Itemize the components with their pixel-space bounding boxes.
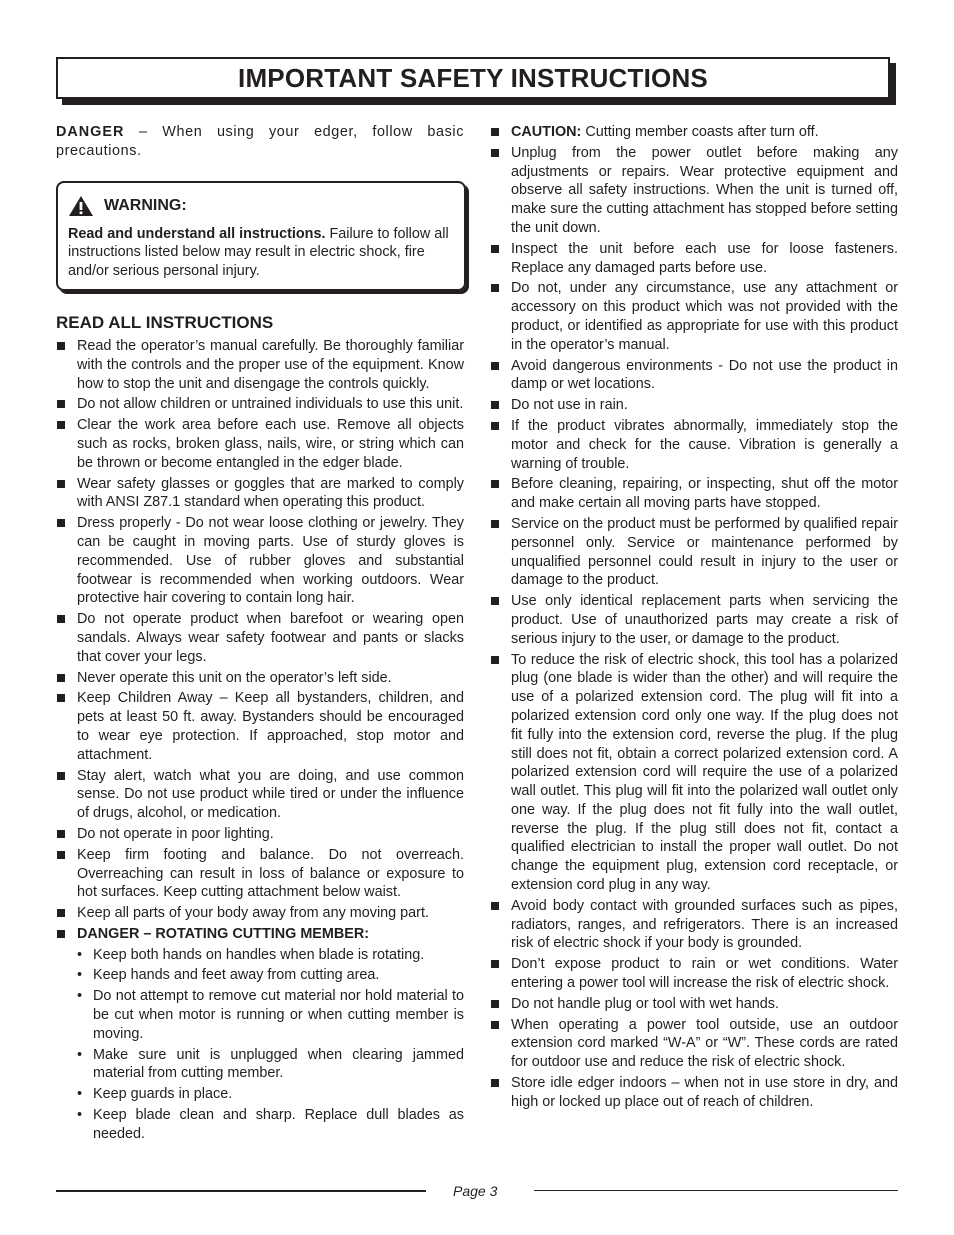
sub-list-item: • Do not attempt to remove cut material nor hold material to be cut when motor is running or when cutting member is moving.	[56, 987, 464, 1043]
list-item: Stay alert, watch what you are doing, and use common sense. Do not use product while tired or under the influence of drugs, alcohol, or medication.	[56, 767, 464, 823]
sub-list-item: • Make sure unit is unplugged when clearing jammed material from cutting member.	[56, 1046, 464, 1084]
right-column	[490, 123, 898, 1114]
list-item: To reduce the risk of electric shock, this tool has a polarized plug (one blade is wider than the other) and will require the use of a polarized extension cord. The plug will fit into a polarized extension cord only one way. If the plug does not fit fully into the extension cord, reverse the plug. If the plug still does not fit, obtain a correct polarized extension cord. A polarized extension cord will require the use of a polarized wall outlet. This plug will fit into the polarized wall outlet only one way. If the plug does not fit fully into the wall outlet, reverse the plug. If the plug still does not fit, contact a qualified electrician to install the proper wall outlet. Do not change the equipment plug, extension cord receptacle, or extension cord plug in any way.	[490, 651, 898, 895]
list-item: Before cleaning, repairing, or inspecting, shut off the motor and make certain all moving parts have stopped.	[490, 475, 898, 513]
warning-lead: Read and understand all instructions.	[68, 225, 326, 242]
warning-triangle-icon	[68, 195, 94, 217]
list-item: Do not, under any circumstance, use any attachment or accessory on this product which was not provided with the product, or identified as appropriate for use with this product in the operator’s manual.	[490, 279, 898, 354]
warning-title: WARNING:	[104, 196, 187, 214]
list-item: Wear safety glasses or goggles that are marked to comply with ANSI Z87.1 standard when operating this product.	[56, 475, 464, 513]
list-item: Read the operator’s manual carefully. Be thoroughly familiar with the controls and the proper use of the equipment. Know how to stop the unit and disengage the controls quickly.	[56, 337, 464, 393]
sub-list-item: • Keep both hands on handles when blade is rotating.	[56, 946, 464, 965]
list-item: Store idle edger indoors – when not in use store in dry, and high or locked up place out of reach of children.	[490, 1074, 898, 1112]
list-item: When operating a power tool outside, use an outdoor extension cord marked “W-A” or “W”. These cords are rated for outdoor use and reduce the risk of electric shock.	[490, 1016, 898, 1072]
sub-list-item: • Keep blade clean and sharp. Replace dull blades as needed.	[56, 1106, 464, 1144]
list-item: Do not operate in poor lighting.	[56, 825, 464, 844]
caution-item	[490, 123, 898, 142]
rotating-sublist	[56, 946, 464, 1144]
list-item: Do not use in rain.	[490, 396, 898, 415]
warning-header	[68, 195, 454, 217]
list-item: Do not allow children or untrained individuals to use this unit.	[56, 395, 464, 414]
list-item: Dress properly - Do not wear loose clothing or jewelry. They can be caught in moving parts. Use of sturdy gloves is recommended. Use of rubber gloves and substantial footwear is recommended when working outdoors. Wear protective hair covering to contain long hair.	[56, 514, 464, 608]
danger-text: – When using your edger, follow basic precautions.	[56, 124, 464, 159]
list-item: Don’t expose product to rain or wet conditions. Water entering a power tool will increase the risk of electric shock.	[490, 955, 898, 993]
section-title: READ ALL INSTRUCTIONS	[56, 312, 274, 332]
list-item: Avoid body contact with grounded surfaces such as pipes, radiators, ranges, and refrigerators. There is an increased risk of electric shock if your body is grounded.	[490, 897, 898, 953]
footer-rule-right	[534, 1190, 898, 1191]
rotating-danger-item: DANGER – ROTATING CUTTING MEMBER:	[56, 925, 464, 944]
list-item: Keep Children Away – Keep all bystanders, children, and pets at least 50 ft. away. Bystanders should be encouraged to wear eye protection. If approached, stop motor and attachment.	[56, 689, 464, 764]
list-item: Keep all parts of your body away from any moving part.	[56, 904, 464, 923]
list-item: Avoid dangerous environments - Do not use the product in damp or wet locations.	[490, 357, 898, 395]
title-box	[56, 57, 890, 99]
list-item: Unplug from the power outlet before making any adjustments or repairs. Wear protective equipment and observe all safety instructions. When the unit is turned off, make sure the cutting attachment has stopped before setting the unit down.	[490, 144, 898, 238]
page-title-banner	[56, 57, 890, 99]
danger-intro	[56, 123, 464, 161]
list-item: Use only identical replacement parts when servicing the product. Use of unauthorized parts may create a risk of serious injury to the user, or damage to the product.	[490, 592, 898, 648]
list-item: Do not operate product when barefoot or wearing open sandals. Always wear safety footwear and pants or slacks that cover your legs.	[56, 610, 464, 666]
footer-rule-left	[56, 1190, 426, 1192]
list-item: Keep firm footing and balance. Do not overreach. Overreaching can result in loss of balance or exposure to hot surfaces. Keep cutting attachment below waist.	[56, 846, 464, 902]
warning-text: Failure to follow all instructions listed below may result in electric shock, fire and/or serious personal injury.	[68, 225, 449, 280]
caution-lead: CAUTION:	[511, 124, 582, 140]
warning-box	[56, 181, 466, 291]
caution-text: Cutting member coasts after turn off.	[581, 124, 819, 140]
sub-list-item: • Keep guards in place.	[56, 1085, 464, 1104]
right-instruction-list	[490, 123, 898, 1112]
list-item: Clear the work area before each use. Remove all objects such as rocks, broken glass, nails, wire, or string which can be thrown or become entangled in the edger blade.	[56, 416, 464, 472]
list-item: If the product vibrates abnormally, immediately stop the motor and check for the cause. Vibration is generally a warning of trouble.	[490, 417, 898, 473]
danger-lead: DANGER	[56, 124, 125, 140]
left-column	[56, 123, 464, 1146]
warning-body	[68, 225, 454, 281]
page-title: IMPORTANT SAFETY INSTRUCTIONS	[238, 62, 708, 93]
page-number: Page 3	[453, 1183, 498, 1199]
sub-list-item: • Keep hands and feet away from cutting area.	[56, 966, 464, 985]
list-item: Never operate this unit on the operator’s left side.	[56, 669, 464, 688]
list-item: Inspect the unit before each use for loose fasteners. Replace any damaged parts before use.	[490, 240, 898, 278]
list-item: Do not handle plug or tool with wet hands.	[490, 995, 898, 1014]
list-item: Service on the product must be performed by qualified repair personnel only. Service or maintenance performed by unqualified personnel could result in injury to the user or damage to the product.	[490, 515, 898, 590]
left-instruction-list	[56, 337, 464, 944]
